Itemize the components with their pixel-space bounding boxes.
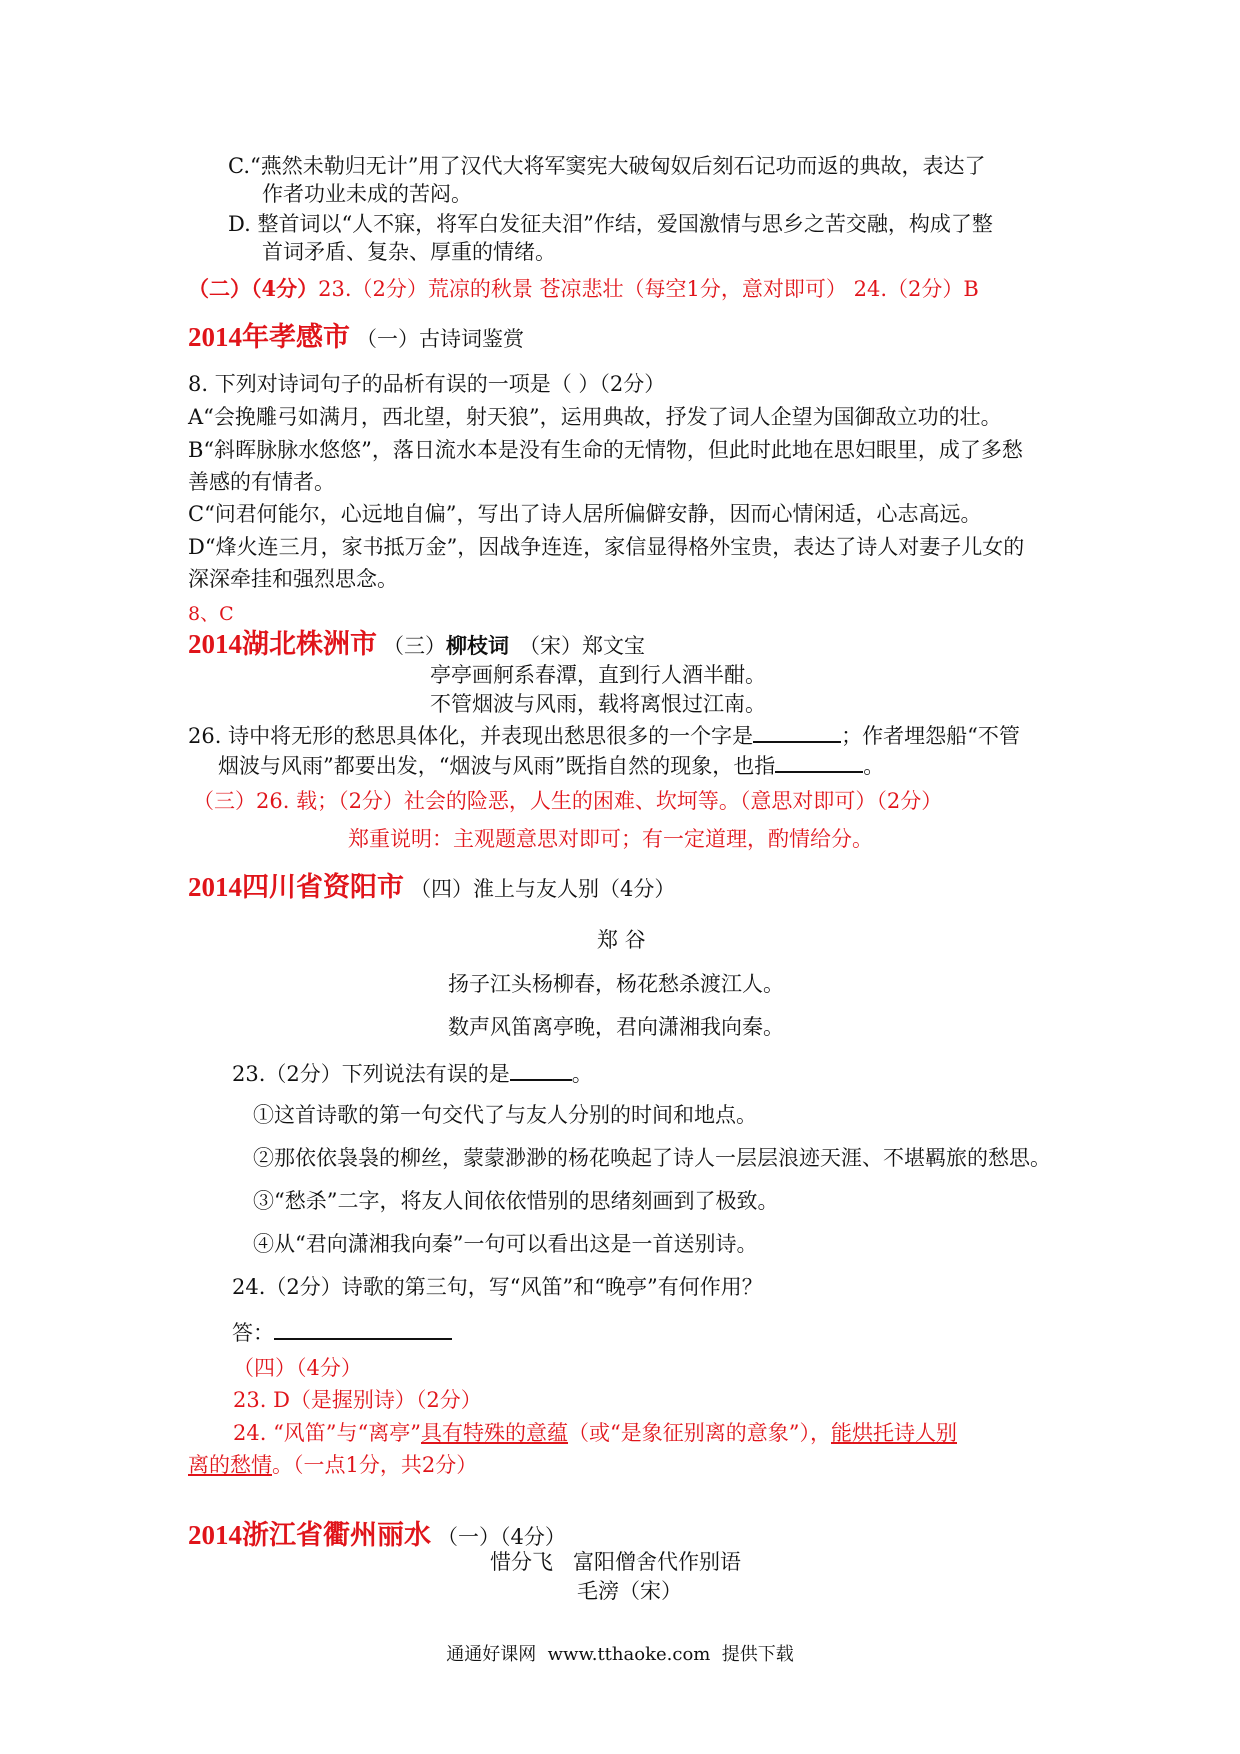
answer-label: 答： [232, 1321, 274, 1345]
ans24-part-b: （或“是象征别离的意象”）， [568, 1421, 831, 1445]
ziyang-answer-24-line2 [188, 1451, 477, 1479]
q8-option-a: A“会挽雕弓如满月，西北望，射天狼”，运用典故，抒发了词人企望为国御敌立功的壮。 [188, 405, 1002, 429]
answer-blank[interactable] [274, 1316, 452, 1340]
poem-verse-1: 扬子江头杨柳春，杨花愁杀渡江人。 [448, 972, 784, 996]
poem-verse-2: 不管烟波与风雨，载将离恨过江南。 [430, 692, 766, 716]
q23-text: 23.（2分）下列说法有误的是 [232, 1062, 510, 1086]
section-heading-lishui [188, 1518, 566, 1552]
ziyang-answer-head: （四）（4分） [233, 1356, 362, 1380]
section-subtitle: （四）淮上与友人别（4分） [410, 877, 676, 901]
section-subtitle: （一）（4分） [437, 1525, 566, 1549]
answer-blank[interactable] [753, 719, 841, 743]
poem-title-line: 惜分飞 富阳僧舍代作别语 [490, 1550, 742, 1574]
answer-text: 23.（2分）荒凉的秋景 苍凉悲壮（每空1分，意对即可） 24.（2分）B [318, 277, 979, 301]
ans24-underlined-2b: 离的愁情 [188, 1453, 272, 1477]
q26-text-c: 烟波与风雨”都要出发，“烟波与风雨”既指自然的现象，也指 [218, 754, 776, 778]
option-c-line2: 作者功业未成的苦闷。 [262, 182, 472, 206]
poem-verse-1: 亭亭画舸系春潭，直到行人酒半酣。 [430, 663, 766, 687]
ans24-underlined-2a: 能烘托诗人别 [831, 1421, 957, 1445]
ziyang-answer-23: 23. D（是握别诗）（2分） [233, 1388, 482, 1412]
q23-item-3: ③“愁杀”二字，将友人间依依惜别的思绪刻画到了极致。 [253, 1189, 779, 1213]
ans24-part-c: 。（一点1分，共2分） [272, 1453, 478, 1477]
ans24-underlined-1: 具有特殊的意蕴 [421, 1421, 569, 1445]
heading-text: 2014湖北株洲市 [188, 629, 377, 659]
scoring-note: 郑重说明：主观题意思对即可；有一定道理，酌情给分。 [348, 827, 873, 851]
q26-text-a: 26. 诗中将无形的愁思具体化，并表现出愁思很多的一个字是 [188, 724, 754, 748]
ans24-part-a: 24. “风笛”与“离亭” [233, 1421, 422, 1445]
poem-author: 毛滂（宋） [577, 1579, 682, 1603]
section-heading-zhuzhou [188, 627, 645, 661]
option-c-line1: C.“燕然未勒归无计”用了汉代大将军窦宪大破匈奴后刻石记功而返的典故，表达了 [228, 154, 986, 178]
answer-label: （二）（4分） [188, 276, 319, 301]
answer-line [232, 1316, 452, 1347]
q23-item-2: ②那依依袅袅的柳丝，蒙蒙渺渺的杨花唤起了诗人一层层浪迹天涯、不堪羁旅的愁思。 [253, 1146, 1051, 1170]
question-26-line2 [218, 749, 884, 780]
q8-answer: 8、C [188, 603, 234, 625]
section-heading-xiaogan [188, 320, 524, 354]
section-subtitle: （一）古诗词鉴赏 [356, 327, 524, 351]
page-footer: 通通好课网 www.tthaoke.com 提供下载 [446, 1644, 794, 1665]
option-d-line1: D. 整首词以“人不寐，将军白发征夫泪”作结，爱国激情与思乡之苦交融，构成了整 [228, 212, 993, 236]
question-8: 8. 下列对诗词句子的品析有误的一项是（ ）（2分） [188, 372, 666, 396]
q8-option-b-line1: B“斜晖脉脉水悠悠”，落日流水本是没有生命的无情物，但此时此地在思妇眼里，成了多愁 [188, 438, 1023, 462]
heading-text: 2014年孝感市 [188, 322, 350, 352]
q23-item-4: ④从“君向潇湘我向秦”一句可以看出这是一首送别诗。 [253, 1232, 758, 1256]
q8-option-d-line2: 深深牵挂和强烈思念。 [188, 567, 398, 591]
option-d-line2: 首词矛盾、复杂、厚重的情绪。 [262, 240, 556, 264]
q26-answer: （三）26. 载；（2分）社会的险恶，人生的困难、坎坷等。（意思对即可）（2分） [193, 789, 943, 813]
question-23 [232, 1057, 593, 1088]
q8-option-c: C“问君何能尔，心远地自偏”，写出了诗人居所偏僻安静，因而心情闲适，心志高远。 [188, 502, 982, 526]
heading-text: 2014浙江省衢州丽水 [188, 1520, 431, 1550]
q26-text-b: ；作者埋怨船“不管 [841, 724, 1020, 748]
poem-title: 柳枝词 [446, 633, 509, 658]
q8-option-d-line1: D“烽火连三月，家书抵万金”，因战争连连，家信显得格外宝贵，表达了诗人对妻子儿女的 [188, 535, 1025, 559]
poem-author: 郑 谷 [597, 928, 646, 952]
q26-text-d: 。 [863, 754, 885, 778]
q23-end: 。 [571, 1062, 593, 1086]
question-24: 24.（2分）诗歌的第三句，写“风笛”和“晚亭”有何作用？ [232, 1275, 763, 1299]
q8-option-b-line2: 善感的有情者。 [188, 470, 335, 494]
heading-text: 2014四川省资阳市 [188, 872, 404, 902]
answer-blank[interactable] [775, 749, 863, 773]
question-26-line1 [188, 719, 1020, 750]
answer-blank[interactable] [510, 1057, 572, 1081]
poem-verse-2: 数声风笛离亭晚，君向潇湘我向秦。 [448, 1015, 784, 1039]
ziyang-answer-24-line1 [233, 1419, 957, 1447]
section-prefix: （三） [383, 634, 446, 658]
poem-author: （宋）郑文宝 [519, 634, 645, 658]
answer-block1 [188, 275, 979, 303]
q23-item-1: ①这首诗歌的第一句交代了与友人分别的时间和地点。 [253, 1103, 757, 1127]
section-heading-ziyang [188, 870, 675, 904]
